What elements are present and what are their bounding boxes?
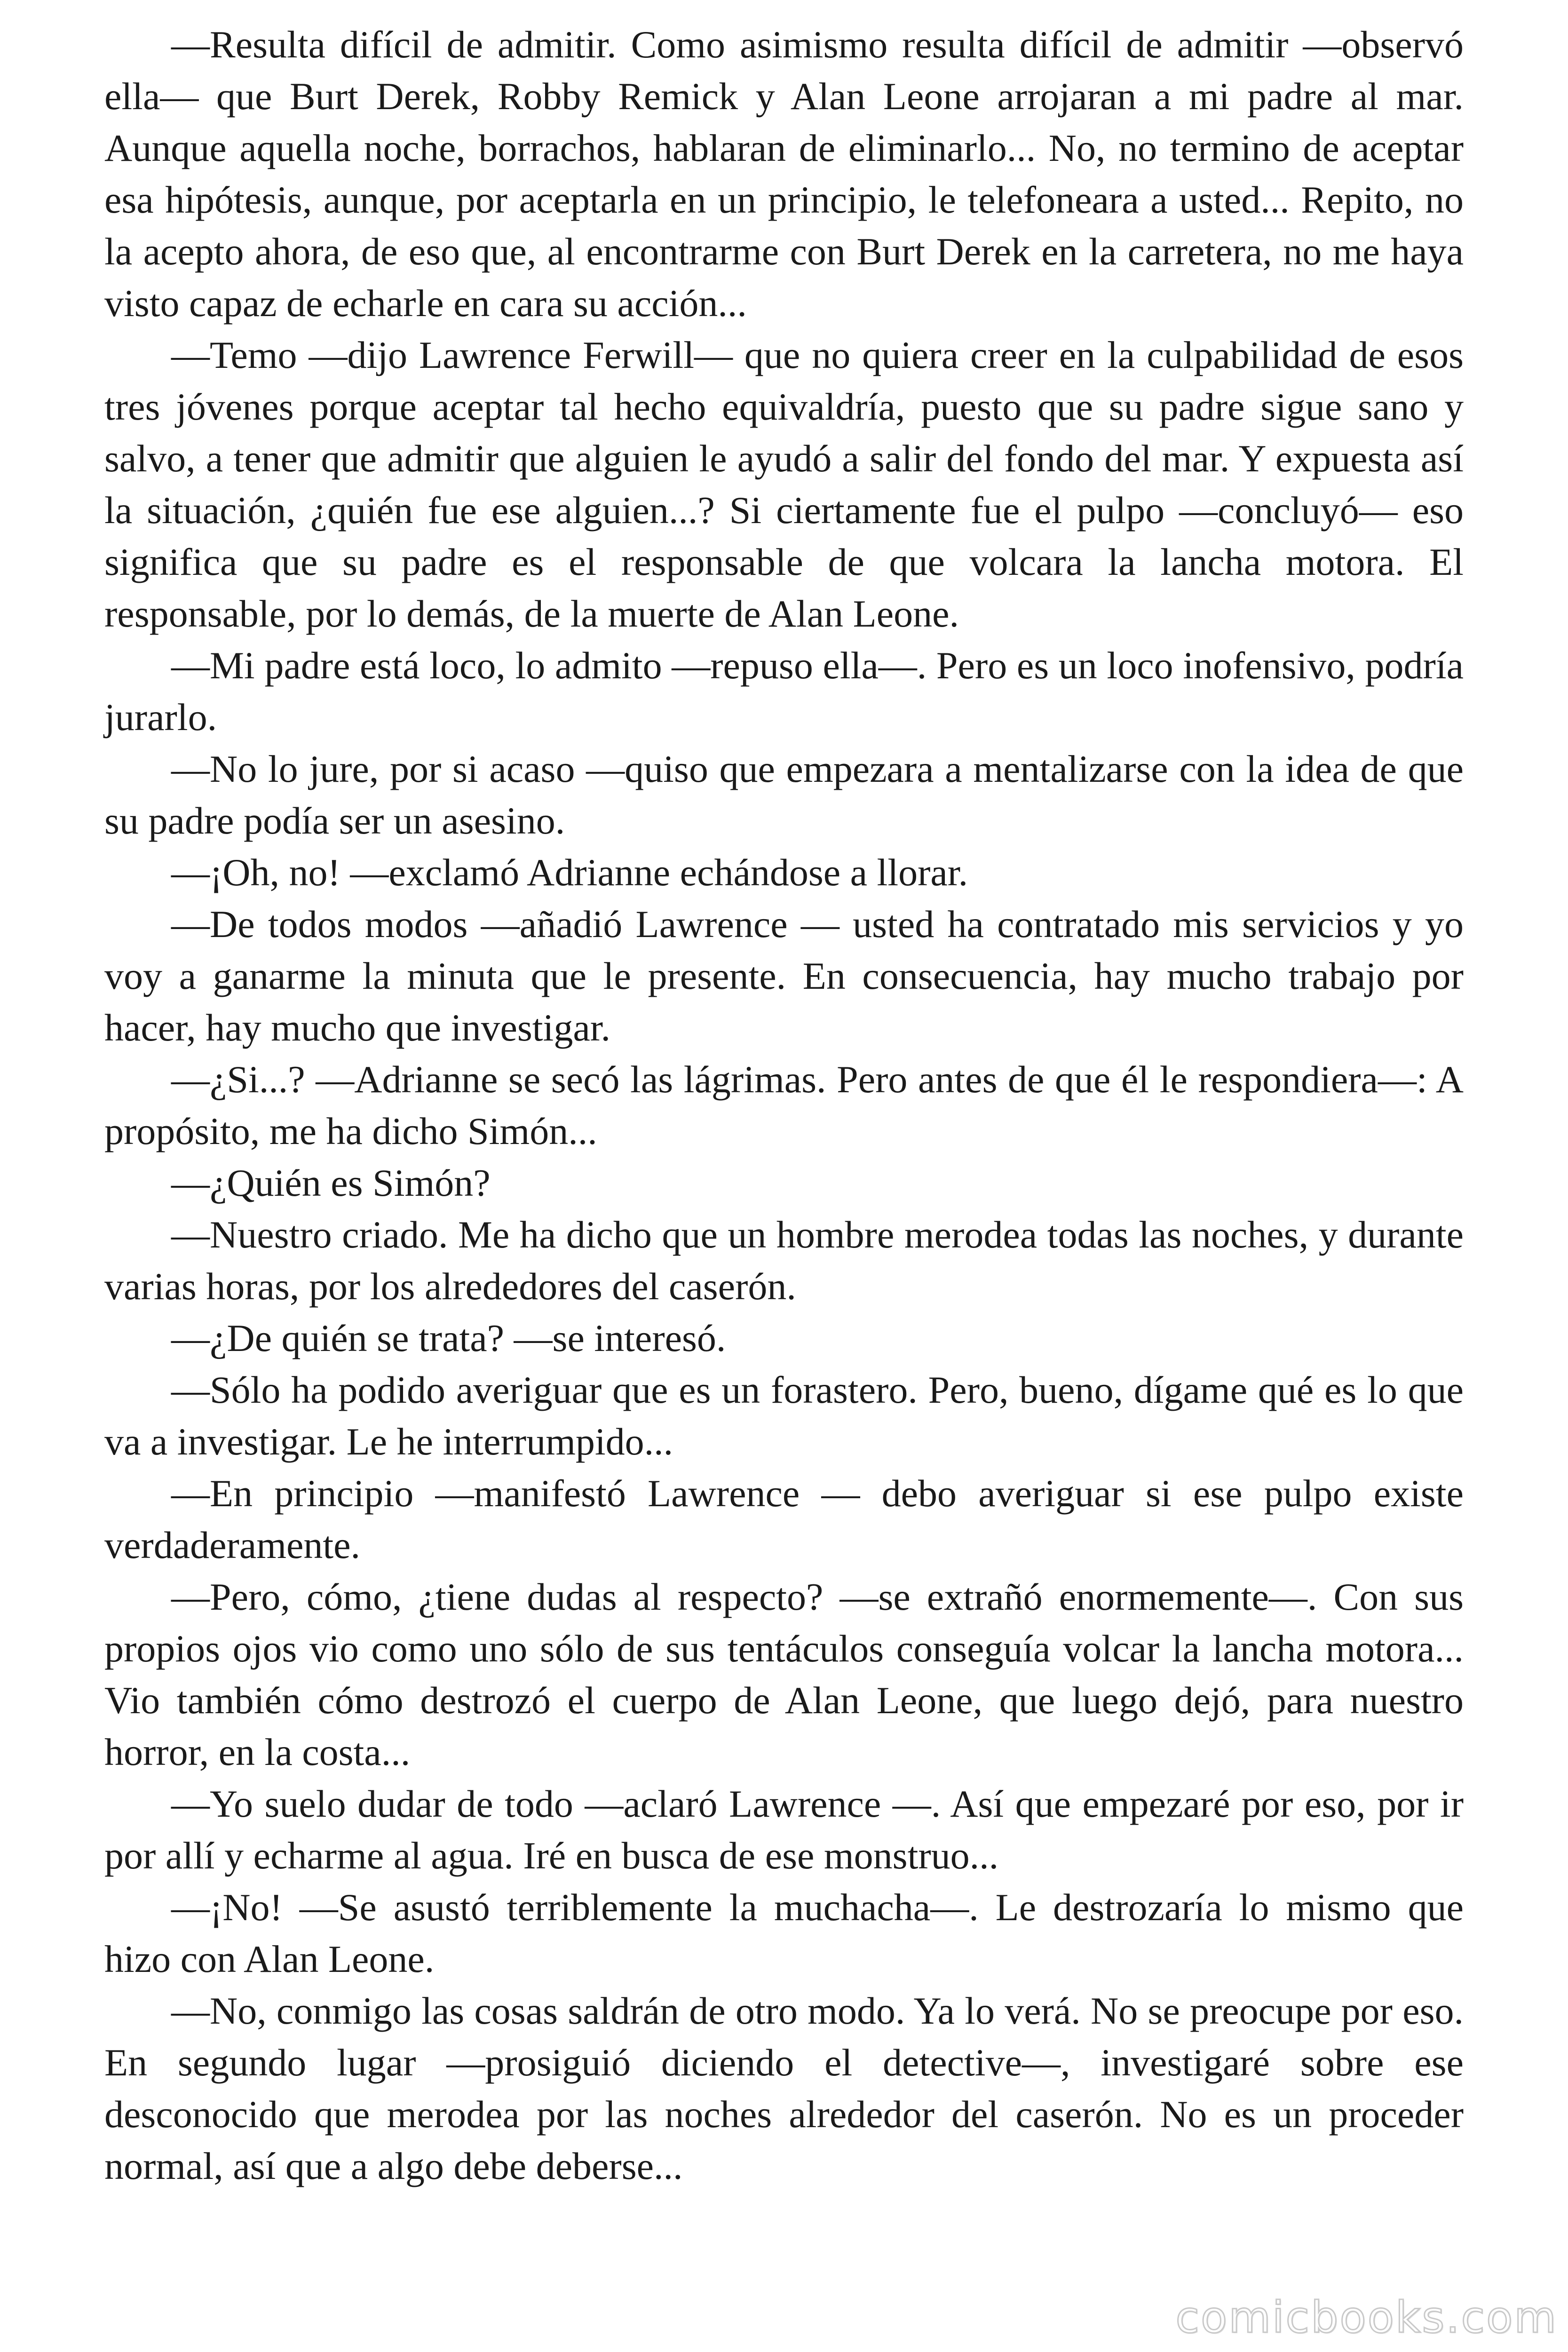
paragraph-8: —¿Quién es Simón? (171, 1161, 491, 1204)
paragraph-12: —En principio —manifestó Lawrence — debo averiguar si ese pulpo existe verdaderamente. (104, 1472, 1464, 1566)
paragraph-15: —¡No! —Se asustó terriblemente la muchacha—. Le destrozaría lo mismo que hizo con Alan Leone. (104, 1886, 1464, 1980)
paragraph-13: —Pero, cómo, ¿tiene dudas al respecto? —se extrañó enormemente—. Con sus propios ojos vio como uno sólo de sus tentáculos conseguía volcar la lancha motora... Vio también cómo destrozó el cuerpo de Alan Leone, que luego dejó, para nuestro horror, en la costa... (104, 1575, 1464, 1773)
paragraph-14: —Yo suelo dudar de todo —aclaró Lawrence —. Así que empezaré por eso, por ir por allí y echarme al agua. Iré en busca de ese monstruo... (104, 1782, 1464, 1877)
paragraph-7: —¿Si...? —Adrianne se secó las lágrimas. Pero antes de que él le respondiera—: A propósito, me ha dicho Simón... (104, 1058, 1464, 1152)
paragraph-5: —¡Oh, no! —exclamó Adrianne echándose a llorar. (171, 851, 968, 894)
paragraph-4: —No lo jure, por si acaso —quiso que empezara a mentalizarse con la idea de que su padre podía ser un asesino. (104, 747, 1464, 842)
paragraph-6: —De todos modos —añadió Lawrence — usted ha contratado mis servicios y yo voy a ganarme la minuta que le presente. En consecuencia, hay mucho trabajo por hacer, hay mucho que investigar. (104, 903, 1464, 1049)
paragraph-2: —Temo —dijo Lawrence Ferwill— que no quiera creer en la culpabilidad de esos tres jóvenes porque aceptar tal hecho equivaldría, puesto que su padre sigue sano y salvo, a tener que admitir que alguien le ayudó a salir del fondo del mar. Y expuesta así la situación, ¿quién fue ese alguien...? Si ciertamente fue el pulpo —concluyó— eso significa que su padre es el responsable de que volcara la lancha motora. El responsable, por lo demás, de la muerte de Alan Leone. (104, 334, 1464, 635)
paragraph-10: —¿De quién se trata? —se interesó. (171, 1317, 726, 1359)
book-page (104, 19, 1464, 2192)
watermark: comicbooks.com (1175, 2292, 1558, 2343)
paragraph-16: —No, conmigo las cosas saldrán de otro modo. Ya lo verá. No se preocupe por eso. En segundo lugar —prosiguió diciendo el detective—, investigaré sobre ese desconocido que merodea por las noches alrededor del caserón. No es un proceder normal, así que a algo debe deberse... (104, 1989, 1464, 2187)
paragraph-9: —Nuestro criado. Me ha dicho que un hombre merodea todas las noches, y durante varias horas, por los alrededores del caserón. (104, 1213, 1464, 1308)
paragraph-1: —Resulta difícil de admitir. Como asimismo resulta difícil de admitir —observó ella— que Burt Derek, Robby Remick y Alan Leone arrojaran a mi padre al mar. Aunque aquella noche, borrachos, hablaran de eliminarlo... No, no termino de aceptar esa hipótesis, aunque, por aceptarla en un principio, le telefoneara a usted... Repito, no la acepto ahora, de eso que, al encontrarme con Burt Derek en la carretera, no me haya visto capaz de echarle en cara su acción... (104, 23, 1464, 325)
paragraph-3: —Mi padre está loco, lo admito —repuso ella—. Pero es un loco inofensivo, podría jurarlo. (104, 644, 1464, 739)
paragraph-11: —Sólo ha podido averiguar que es un forastero. Pero, bueno, dígame qué es lo que va a investigar. Le he interrumpido... (104, 1368, 1464, 1463)
